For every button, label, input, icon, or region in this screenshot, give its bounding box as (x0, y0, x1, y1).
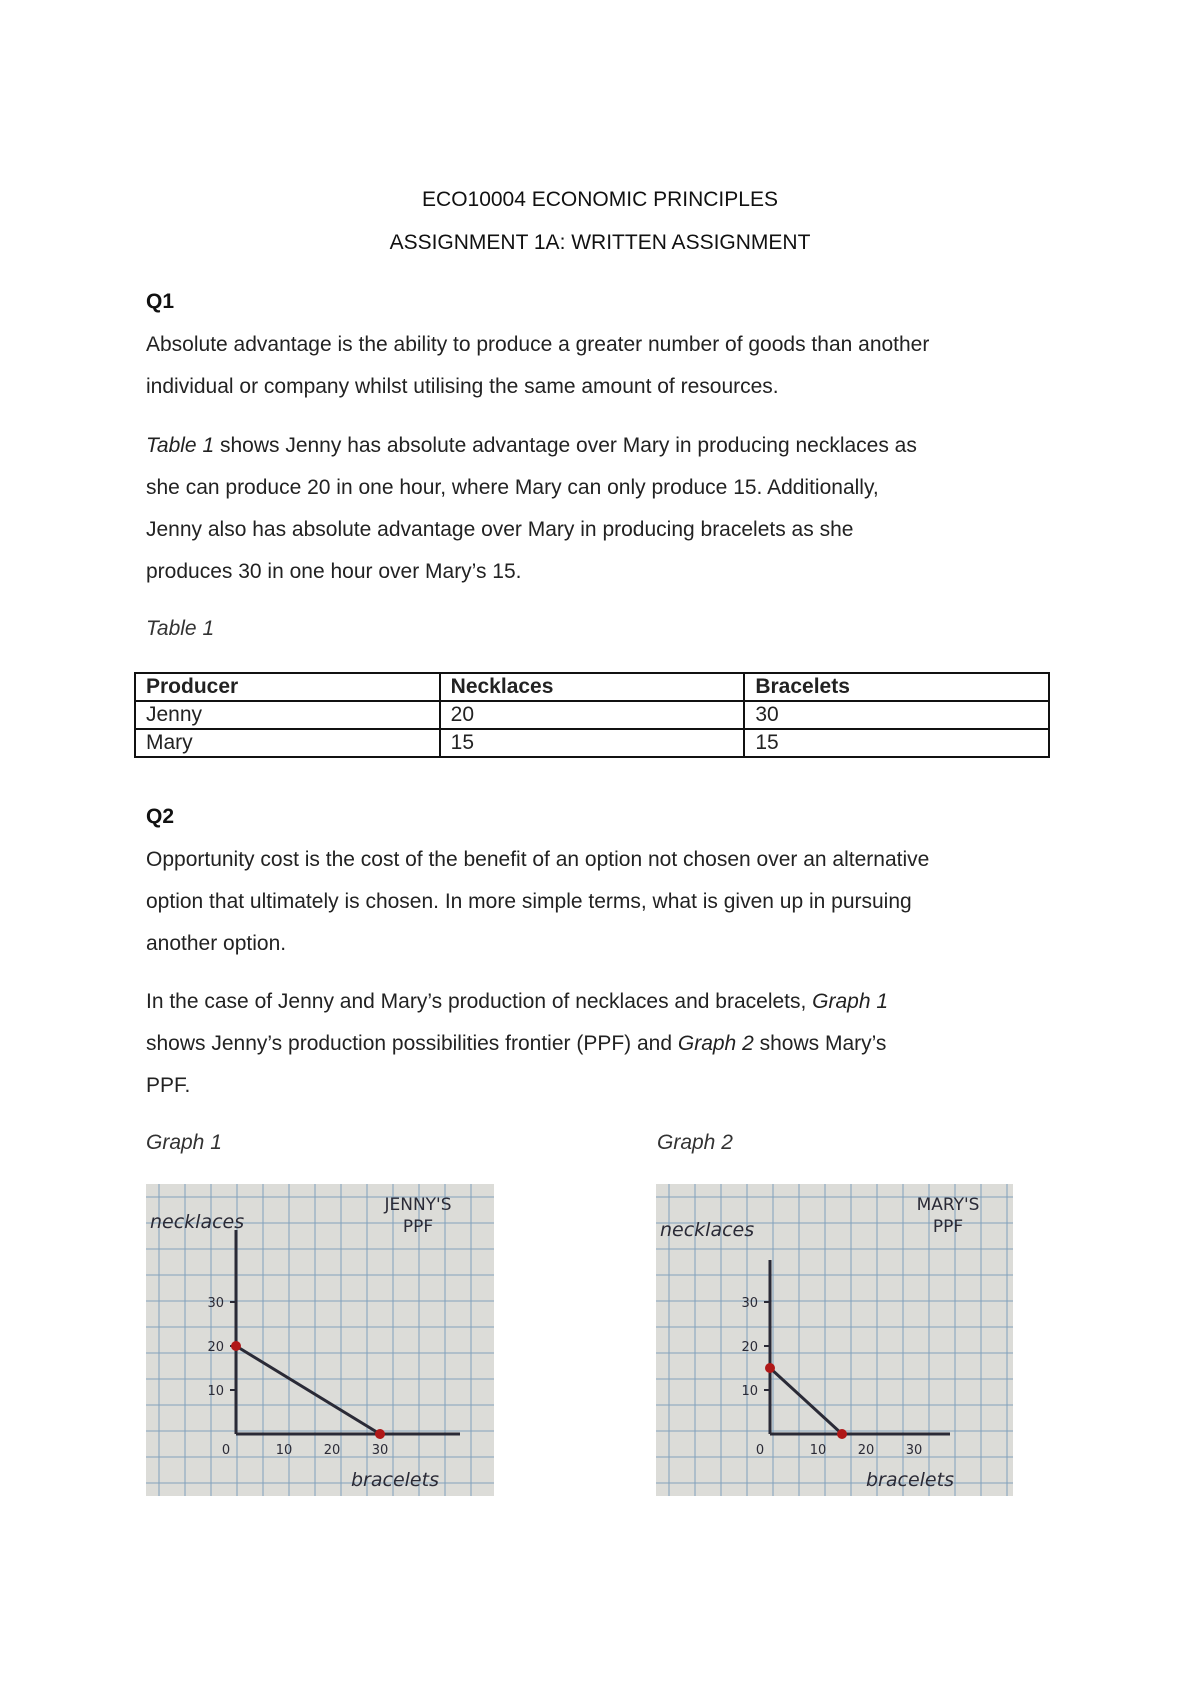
table-row (135, 729, 1049, 757)
q1-paragraph-2 (146, 425, 1076, 593)
graph-2-mary-ppf (656, 1184, 1013, 1496)
q2-heading: Q2 (146, 805, 175, 828)
q1-p1-line-2: individual or company whilst utilising the same amount of resources. (146, 375, 779, 398)
q2-p2-line-3: PPF. (146, 1074, 191, 1097)
q2-paragraph-2 (146, 981, 1076, 1107)
q2-p2-line-2b: shows Mary’s (753, 1032, 887, 1055)
graph-1-caption: Graph 1 (146, 1131, 222, 1154)
q2-p2-line-2a: shows Jenny’s production possibilities frontier (PPF) and (146, 1032, 678, 1055)
y-tick-label: 30 (741, 1296, 758, 1311)
ppf-endpoint (837, 1429, 847, 1439)
y-tick-label: 20 (207, 1340, 224, 1355)
y-tick-label: 10 (207, 1384, 224, 1399)
x-tick-label: 10 (809, 1443, 827, 1458)
ppf-graph-svg (656, 1184, 1013, 1496)
table-reference: Table 1 (146, 434, 215, 457)
q2-p2-line-1: In the case of Jenny and Mary’s production of necklaces and bracelets, (146, 990, 813, 1013)
ppf-endpoint (375, 1429, 385, 1439)
ppf-endpoint (231, 1341, 241, 1351)
graph-1-jenny-ppf (146, 1184, 494, 1496)
graph-title-line: PPF (402, 1217, 434, 1237)
header-producer: Producer (135, 673, 440, 701)
q1-paragraph-1 (146, 324, 1076, 408)
production-table (134, 672, 1050, 758)
header-necklaces: Necklaces (440, 673, 745, 701)
x-axis-label: bracelets (351, 1469, 439, 1491)
q1-p2-line-3: Jenny also has absolute advantage over Mary in producing bracelets as she (146, 518, 854, 541)
x-tick-label: 0 (221, 1443, 231, 1458)
graph-1-reference: Graph 1 (812, 990, 889, 1013)
q2-p1-line-3: another option. (146, 932, 287, 955)
q1-p1-line-1: Absolute advantage is the ability to produce a greater number of goods than another (146, 333, 930, 356)
q2-paragraph-1 (146, 839, 1076, 965)
y-tick-label: 10 (741, 1384, 758, 1399)
x-tick-label: 10 (275, 1443, 293, 1458)
x-tick-label: 30 (371, 1443, 389, 1458)
ppf-graph-svg (146, 1184, 494, 1496)
table-row (135, 701, 1049, 729)
graph-2-reference: Graph 2 (677, 1032, 754, 1055)
x-tick-label: 20 (323, 1443, 341, 1458)
table-cell: Jenny (135, 701, 440, 729)
y-tick-label: 20 (741, 1340, 758, 1355)
document-title: ECO10004 ECONOMIC PRINCIPLES (422, 188, 778, 211)
y-tick-label: 30 (207, 1296, 224, 1311)
table-cell: 15 (744, 729, 1049, 757)
table-cell: 15 (440, 729, 745, 757)
q1-p2-line-1: shows Jenny has absolute advantage over Mary in producing necklaces as (214, 434, 917, 457)
q1-p2-line-4: produces 30 in one hour over Mary’s 15. (146, 560, 522, 583)
graph-title-line: JENNY'S (384, 1195, 452, 1215)
table-cell: 30 (744, 701, 1049, 729)
y-axis-label: necklaces (150, 1211, 245, 1233)
x-axis-label: bracelets (866, 1469, 954, 1491)
table-cell: Mary (135, 729, 440, 757)
header-bracelets: Bracelets (744, 673, 1049, 701)
document-subtitle: ASSIGNMENT 1A: WRITTEN ASSIGNMENT (389, 231, 811, 254)
q2-p1-line-1: Opportunity cost is the cost of the benefit of an option not chosen over an alternative (146, 848, 930, 871)
q1-p2-line-2: she can produce 20 in one hour, where Mary can only produce 15. Additionally, (146, 476, 879, 499)
y-axis-label: necklaces (660, 1219, 755, 1241)
graph-title-line: PPF (932, 1217, 964, 1237)
q2-p1-line-2: option that ultimately is chosen. In more simple terms, what is given up in pursuing (146, 890, 912, 913)
x-tick-label: 20 (857, 1443, 875, 1458)
graph-2-caption: Graph 2 (657, 1131, 733, 1154)
x-tick-label: 30 (905, 1443, 923, 1458)
table-cell: 20 (440, 701, 745, 729)
ppf-endpoint (765, 1363, 775, 1373)
table-header-row (135, 673, 1049, 701)
table-caption: Table 1 (146, 617, 215, 640)
graph-title-line: MARY'S (916, 1195, 980, 1215)
x-tick-label: 0 (755, 1443, 765, 1458)
q1-heading: Q1 (146, 290, 175, 313)
